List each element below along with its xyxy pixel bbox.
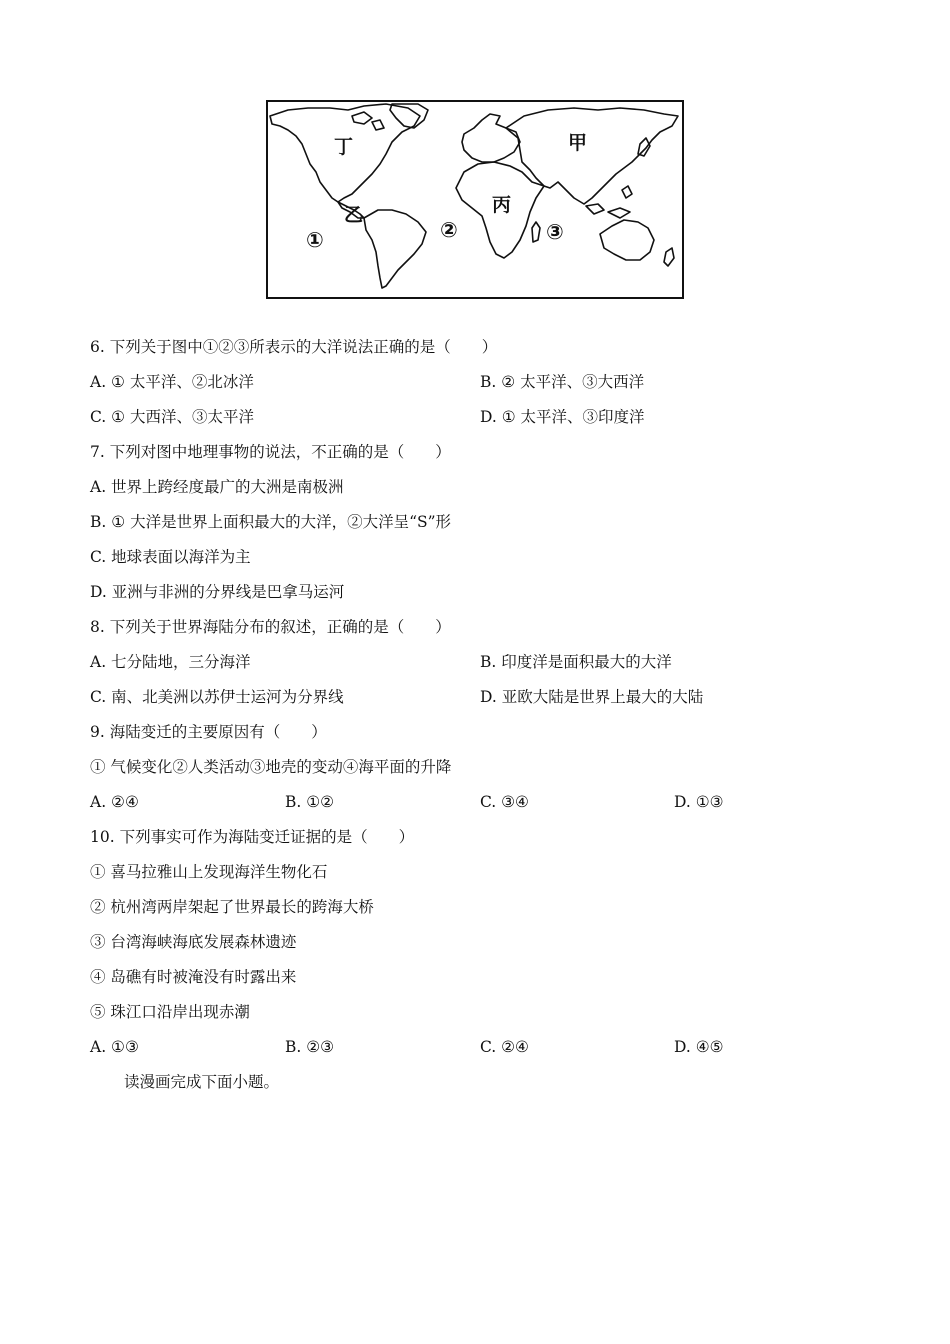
question-8-option-d: D. 亚欧大陆是世界上最大的大陆 bbox=[480, 688, 704, 706]
map-label-bing: 丙 bbox=[492, 194, 512, 216]
map-label-ocean-3: ③ bbox=[546, 220, 564, 244]
south-america-outline bbox=[364, 210, 426, 288]
question-10-statement-5: ⑤ 珠江口沿岸出现赤潮 bbox=[90, 1003, 250, 1021]
question-7-option-d: D. 亚洲与非洲的分界线是巴拿马运河 bbox=[90, 583, 345, 601]
question-10-statement-2: ② 杭州湾两岸架起了世界最长的跨海大桥 bbox=[90, 898, 374, 916]
question-10-statement-1: ① 喜马拉雅山上发现海洋生物化石 bbox=[90, 863, 328, 881]
question-10-option-a: A. ①③ bbox=[90, 1038, 139, 1056]
map-label-yi: 乙 bbox=[344, 204, 364, 226]
map-label-jia: 甲 bbox=[568, 132, 588, 154]
world-map-figure bbox=[266, 100, 684, 299]
question-6-option-c: C. ① 大西洋、③太平洋 bbox=[90, 408, 254, 426]
question-6-option-b: B. ② 太平洋、③大西洋 bbox=[480, 373, 645, 391]
question-9-option-b: B. ①② bbox=[285, 793, 335, 811]
question-10-stem: 10. 下列事实可作为海陆变迁证据的是（ ） bbox=[90, 828, 415, 846]
question-9-stem: 9. 海陆变迁的主要原因有（ ） bbox=[90, 723, 327, 741]
question-10-option-c: C. ②④ bbox=[480, 1038, 529, 1056]
arctic-islands-outline bbox=[352, 112, 384, 130]
map-label-ding: 丁 bbox=[334, 136, 354, 158]
map-label-ocean-2: ② bbox=[440, 218, 458, 242]
question-6-option-a: A. ① 太平洋、②北冰洋 bbox=[90, 373, 254, 391]
question-8-option-b: B. 印度洋是面积最大的大洋 bbox=[480, 653, 672, 671]
question-8-stem: 8. 下列关于世界海陆分布的叙述，正确的是（ ） bbox=[90, 618, 451, 636]
asia-outline bbox=[506, 108, 678, 204]
question-7-option-c: C. 地球表面以海洋为主 bbox=[90, 548, 251, 566]
question-10-statement-4: ④ 岛礁有时被淹没有时露出来 bbox=[90, 968, 297, 986]
madagascar-outline bbox=[532, 222, 540, 242]
southeast-asia-islands-outline bbox=[586, 186, 632, 218]
question-9-option-a: A. ②④ bbox=[90, 793, 139, 811]
question-6-option-d: D. ① 太平洋、③印度洋 bbox=[480, 408, 645, 426]
question-10-option-b: B. ②③ bbox=[285, 1038, 335, 1056]
question-8-option-a: A. 七分陆地，三分海洋 bbox=[90, 653, 251, 671]
new-zealand-outline bbox=[664, 248, 674, 266]
question-8-option-c: C. 南、北美洲以苏伊士运河为分界线 bbox=[90, 688, 344, 706]
question-9-option-d: D. ①③ bbox=[674, 793, 724, 811]
comic-instruction: 读漫画完成下面小题。 bbox=[124, 1073, 280, 1091]
map-label-ocean-1: ① bbox=[306, 228, 324, 252]
question-9-option-c: C. ③④ bbox=[480, 793, 529, 811]
question-7-option-b: B. ① 大洋是世界上面积最大的大洋，②大洋呈“S”形 bbox=[90, 513, 452, 531]
europe-outline bbox=[462, 114, 520, 162]
world-map-drawing bbox=[268, 102, 682, 297]
greenland-outline bbox=[390, 104, 428, 128]
question-7-stem: 7. 下列对图中地理事物的说法，不正确的是（ ） bbox=[90, 443, 451, 461]
question-7-option-a: A. 世界上跨经度最广的大洲是南极洲 bbox=[90, 478, 344, 496]
question-6-stem: 6. 下列关于图中①②③所表示的大洋说法正确的是（ ） bbox=[90, 338, 498, 356]
question-9-statement: ① 气候变化②人类活动③地壳的变动④海平面的升降 bbox=[90, 758, 452, 776]
question-10-statement-3: ③ 台湾海峡海底发展森林遗迹 bbox=[90, 933, 297, 951]
question-10-option-d: D. ④⑤ bbox=[674, 1038, 724, 1056]
australia-outline bbox=[600, 220, 654, 260]
